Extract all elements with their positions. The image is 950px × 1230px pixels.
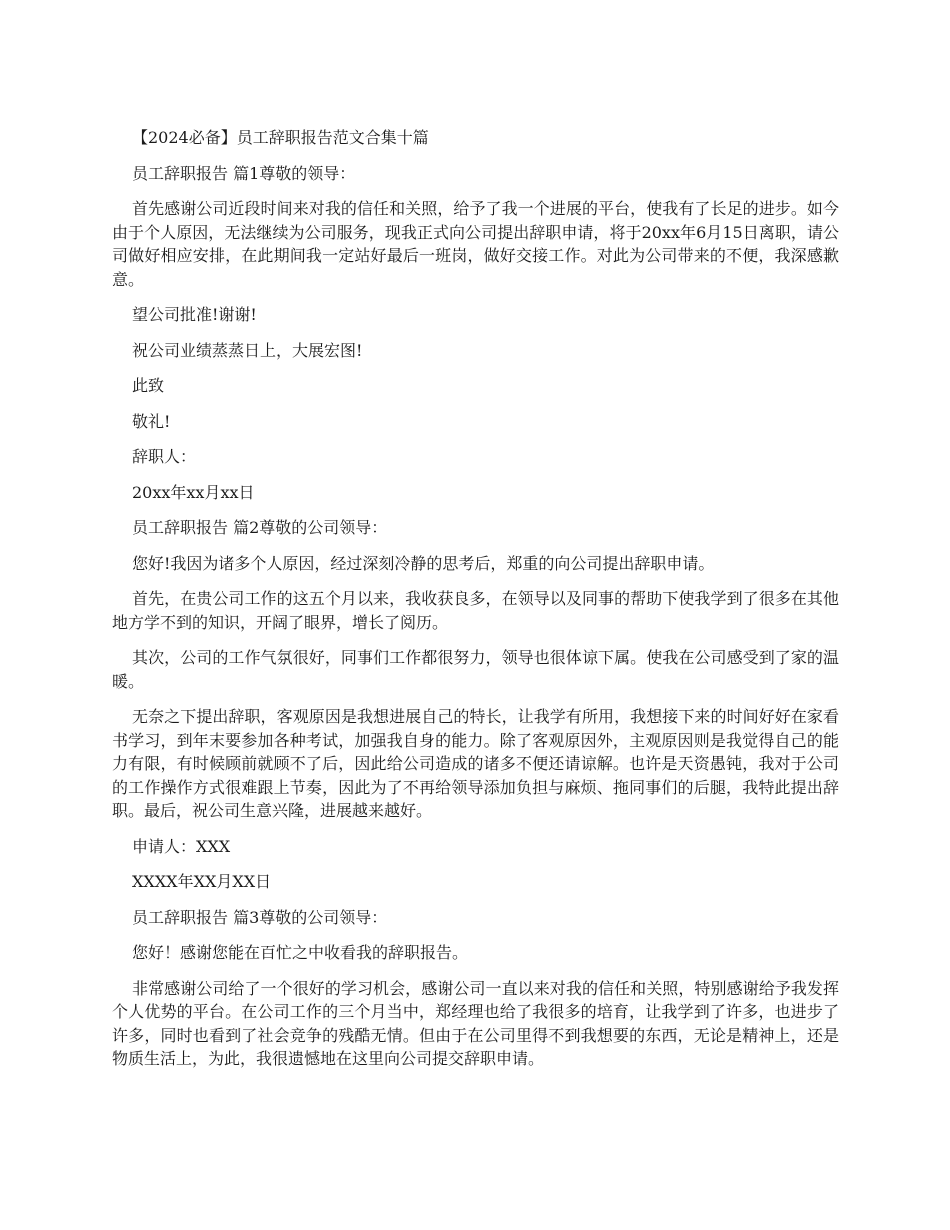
- date-line: 20xx年xx月xx日: [132, 482, 255, 502]
- paragraph: 首先感谢公司近段时间来对我的信任和关照，给予了我一个进展的平台，使我有了长足的进步。如今由于个人原因，无法继续为公司服务，现我正式向公司提出辞职申请，将于20xx年6月15日离职，请公司做好相应安排，在此期间我一定站好最后一班岗，做好交接工作。对此为公司带来的不便，我深感歉意。: [112, 199, 839, 289]
- signature-label: 申请人：XXX: [132, 836, 231, 856]
- paragraph: 其次，公司的工作气氛很好，同事们工作都很努力，领导也很体谅下属。使我在公司感受到了家的温暖。: [112, 648, 839, 691]
- paragraph: 首先，在贵公司工作的这五个月以来，我收获良多，在领导以及同事的帮助下使我学到了很多在其他地方学不到的知识，开阔了眼界，增长了阅历。: [112, 589, 839, 632]
- paragraph: 您好!我因为诸多个人原因，经过深刻冷静的思考后，郑重的向公司提出辞职申请。: [132, 553, 715, 573]
- closing-line: 敬礼!: [132, 411, 171, 431]
- paragraph: 望公司批准!谢谢!: [132, 305, 257, 324]
- signature-label: 辞职人：: [132, 447, 197, 466]
- paragraph: 无奈之下提出辞职，客观原因是我想进展自己的特长，让我学有所用，我想接下来的时间好好在家看书学习，到年末要参加各种考试，加强我自身的能力。除了客观原因外，主观原因则是我觉得自己的能力有限，有时候顾前就顾不了后，因此给公司造成的诸多不便还请谅解。也许是天资愚钝，我对于公司的工作操作方式很难跟上节奏，因此为了不再给领导添加负担与麻烦、拖同事们的后腿，我特此提出辞职。最后，祝公司生意兴隆，进展越来越好。: [112, 707, 839, 820]
- section-heading-1: 员工辞职报告 篇1尊敬的领导：: [132, 163, 356, 183]
- date-line: XXXX年XX月XX日: [132, 872, 272, 891]
- closing-line: 此致: [132, 376, 165, 395]
- paragraph: 非常感谢公司给了一个很好的学习机会，感谢公司一直以来对我的信任和关照，特别感谢给予我发挥个人优势的平台。在公司工作的三个月当中，郑经理也给了我很多的培育，让我学到了许多，也进步了许多，同时也看到了社会竞争的残酷无情。但由于在公司里得不到我想要的东西，无论是精神上，还是物质生活上，为此，我很遗憾地在这里向公司提交辞职申请。: [112, 978, 839, 1068]
- paragraph: 祝公司业绩蒸蒸日上，大展宏图!: [132, 340, 363, 360]
- paragraph: 您好！感谢您能在百忙之中收看我的辞职报告。: [132, 943, 469, 962]
- document-title: 【2024必备】员工辞职报告范文合集十篇: [132, 128, 429, 147]
- section-heading-3: 员工辞职报告 篇3尊敬的公司领导：: [132, 907, 388, 927]
- section-heading-2: 员工辞职报告 篇2尊敬的公司领导：: [132, 518, 388, 537]
- document-body: [112, 126, 839, 1083]
